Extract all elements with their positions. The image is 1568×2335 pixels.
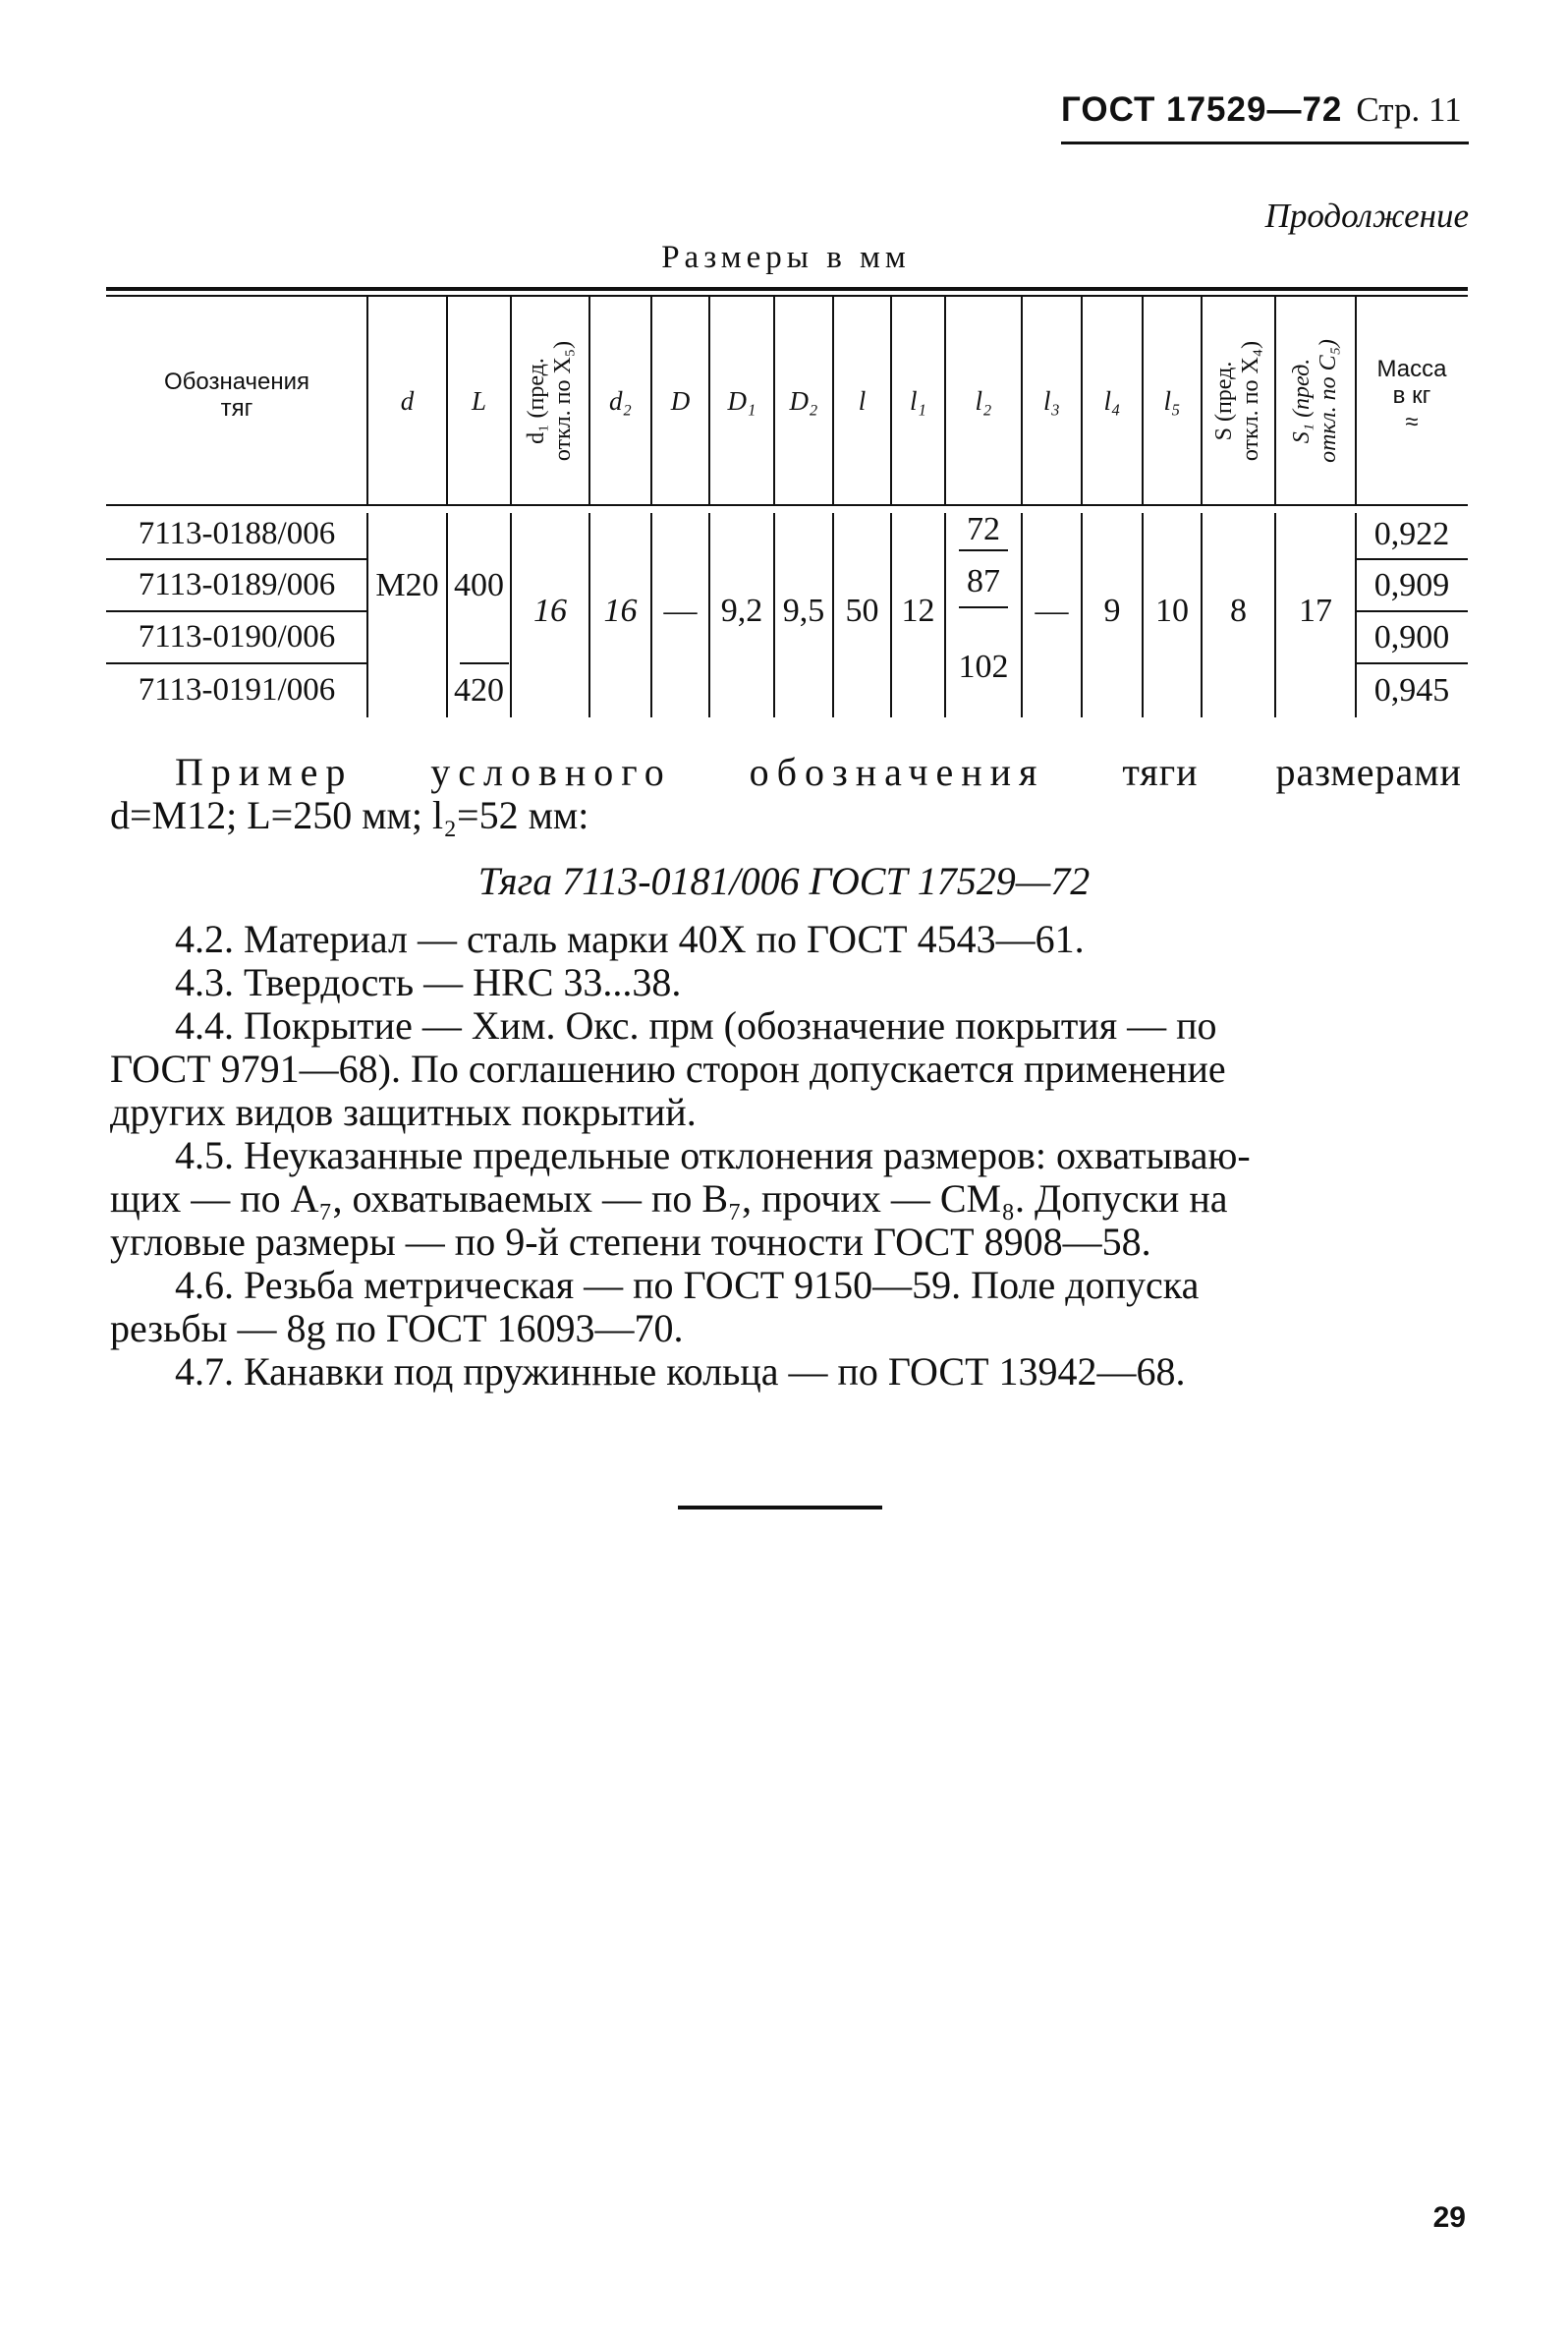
header-designation-line2: тяг [220,395,253,422]
header-S1-line1: S₁ (пред. [1289,358,1316,444]
header-designation [106,356,367,434]
clause-number: 4.5. [175,1133,234,1177]
row-designation: 7113-0188/006 [138,516,336,551]
header-l2: l₂ [975,385,992,416]
clause-text: Неуказанные предельные отклонения размеров: охватываю- [244,1133,1251,1177]
clause-4-4-line2: ГОСТ 9791—68). По соглашению сторон допускается применение [110,1047,1226,1091]
header-mass-line1: Масса [1376,355,1447,382]
example-designation: Тяга 7113-0181/006 ГОСТ 17529—72 [477,859,1091,903]
cell-d2: 16 [603,593,638,629]
header-d1 [511,297,589,505]
header-S1-text [1289,339,1342,463]
header-d2: d₂ [609,385,632,416]
clause-text: Канавки под пружинные кольца — по ГОСТ 13942—68. [244,1349,1186,1394]
header-D2: D₂ [789,385,818,416]
header-D1: D₁ [727,385,756,416]
row-designation: 7113-0189/006 [138,567,336,602]
cell-S1: 17 [1299,593,1332,629]
header-l5: l₅ [1163,385,1181,416]
header-S-line1: S (пред. [1211,361,1238,441]
cell-l1: 12 [901,593,935,629]
header-S-line2: откл. по X₄) [1238,340,1264,462]
cell-mass: 0,900 [1373,618,1450,655]
clause-4-4 [175,1004,1217,1048]
units-caption: Размеры в мм [661,240,911,275]
cell-L-lower: 420 [454,671,504,709]
clause-4-2 [175,918,1085,961]
example-word: Пример [175,750,354,794]
clause-4-5-line3: угловые размеры — по 9-й степени точности ГОСТ 8908—58. [110,1220,1151,1264]
clause-4-4-line3: других видов защитных покрытий. [110,1090,697,1134]
header-mass-line2: в кг [1392,381,1431,409]
cell-l4: 9 [1103,593,1121,629]
header-d1-line2: откл. по X₅) [550,340,576,462]
running-header [1061,90,1469,144]
cell-l2-row2: 87 [967,563,1000,599]
continuation-label: Продолжение [1264,197,1469,235]
header-designation-line1: Обозначения [163,369,310,395]
example-word: обозначения [749,750,1045,794]
header-d1-line1: d₁ (пред. [524,358,549,444]
cell-D: — [663,593,698,629]
header-d: d [400,385,415,416]
standard-number: ГОСТ 17529—72 [1061,90,1343,129]
row-designation: 7113-0190/006 [138,619,336,655]
page-label: Стр. 11 [1356,90,1462,129]
header-S1 [1275,297,1356,505]
example-word: условного [430,750,672,794]
cell-mass: 0,922 [1373,515,1450,552]
header-l4: l₄ [1103,385,1121,416]
cell-l2-row4: 102 [958,649,1009,685]
header-d1-text [524,341,577,461]
clause-text: Твердость — HRC 33...38. [244,960,682,1004]
clause-text: Резьба метрическая — по ГОСТ 9150—59. Поле допуска [244,1263,1200,1307]
cell-mass: 0,945 [1373,671,1450,709]
header-mass-line3: ≈ [1405,408,1419,435]
header-mass [1356,346,1468,444]
clause-number: 4.4. [175,1003,234,1048]
clause-4-6 [175,1264,1199,1307]
cell-D1: 9,2 [720,593,763,629]
clause-4-6-line2: резьбы — 8g по ГОСТ 16093—70. [110,1306,684,1350]
cell-L-upper: 400 [454,566,504,603]
cell-l3: — [1035,593,1069,629]
cell-D2: 9,5 [782,593,825,629]
clause-number: 4.2. [175,917,234,961]
header-S1-line2: откл. по C₅) [1316,339,1342,463]
clause-number: 4.7. [175,1349,234,1394]
header-D: D [670,385,691,416]
clause-4-5-line2: щих — по A₇, охватываемых — по B₇, прочих — CM₈. Допуски на [110,1176,1228,1221]
clause-text: Покрытие — Хим. Окс. прм (обозначение покрытия — по [244,1003,1217,1048]
example-dimensions: d=M12; L=250 мм; l₂=52 мм: [110,793,589,837]
header-L: L [471,385,487,416]
cell-l: 50 [845,593,879,629]
cell-d: M20 [375,566,439,603]
cell-l2-row1: 72 [967,511,1000,547]
example-word: размерами [1275,750,1462,794]
clause-4-5 [175,1134,1251,1177]
page-number: 29 [1432,2201,1466,2234]
section-divider [678,1506,882,1509]
cell-d1: 16 [533,593,567,629]
example-word: тяги [1122,750,1199,794]
clause-number: 4.6. [175,1263,234,1307]
example-intro [175,751,1462,794]
clause-4-3 [175,961,681,1004]
header-l1: l₁ [910,385,926,416]
header-l3: l₃ [1043,385,1060,416]
header-S [1202,297,1275,505]
cell-l5: 10 [1155,593,1189,629]
clause-text: Материал — сталь марки 40Х по ГОСТ 4543—61. [244,917,1085,961]
cell-mass: 0,909 [1373,566,1450,603]
cell-S: 8 [1230,593,1247,629]
clause-4-7 [175,1350,1186,1394]
header-S-text [1212,341,1265,461]
header-l: l [858,385,867,416]
clause-number: 4.3. [175,960,234,1004]
dimensions-table [106,287,1468,729]
row-designation: 7113-0191/006 [138,672,336,708]
